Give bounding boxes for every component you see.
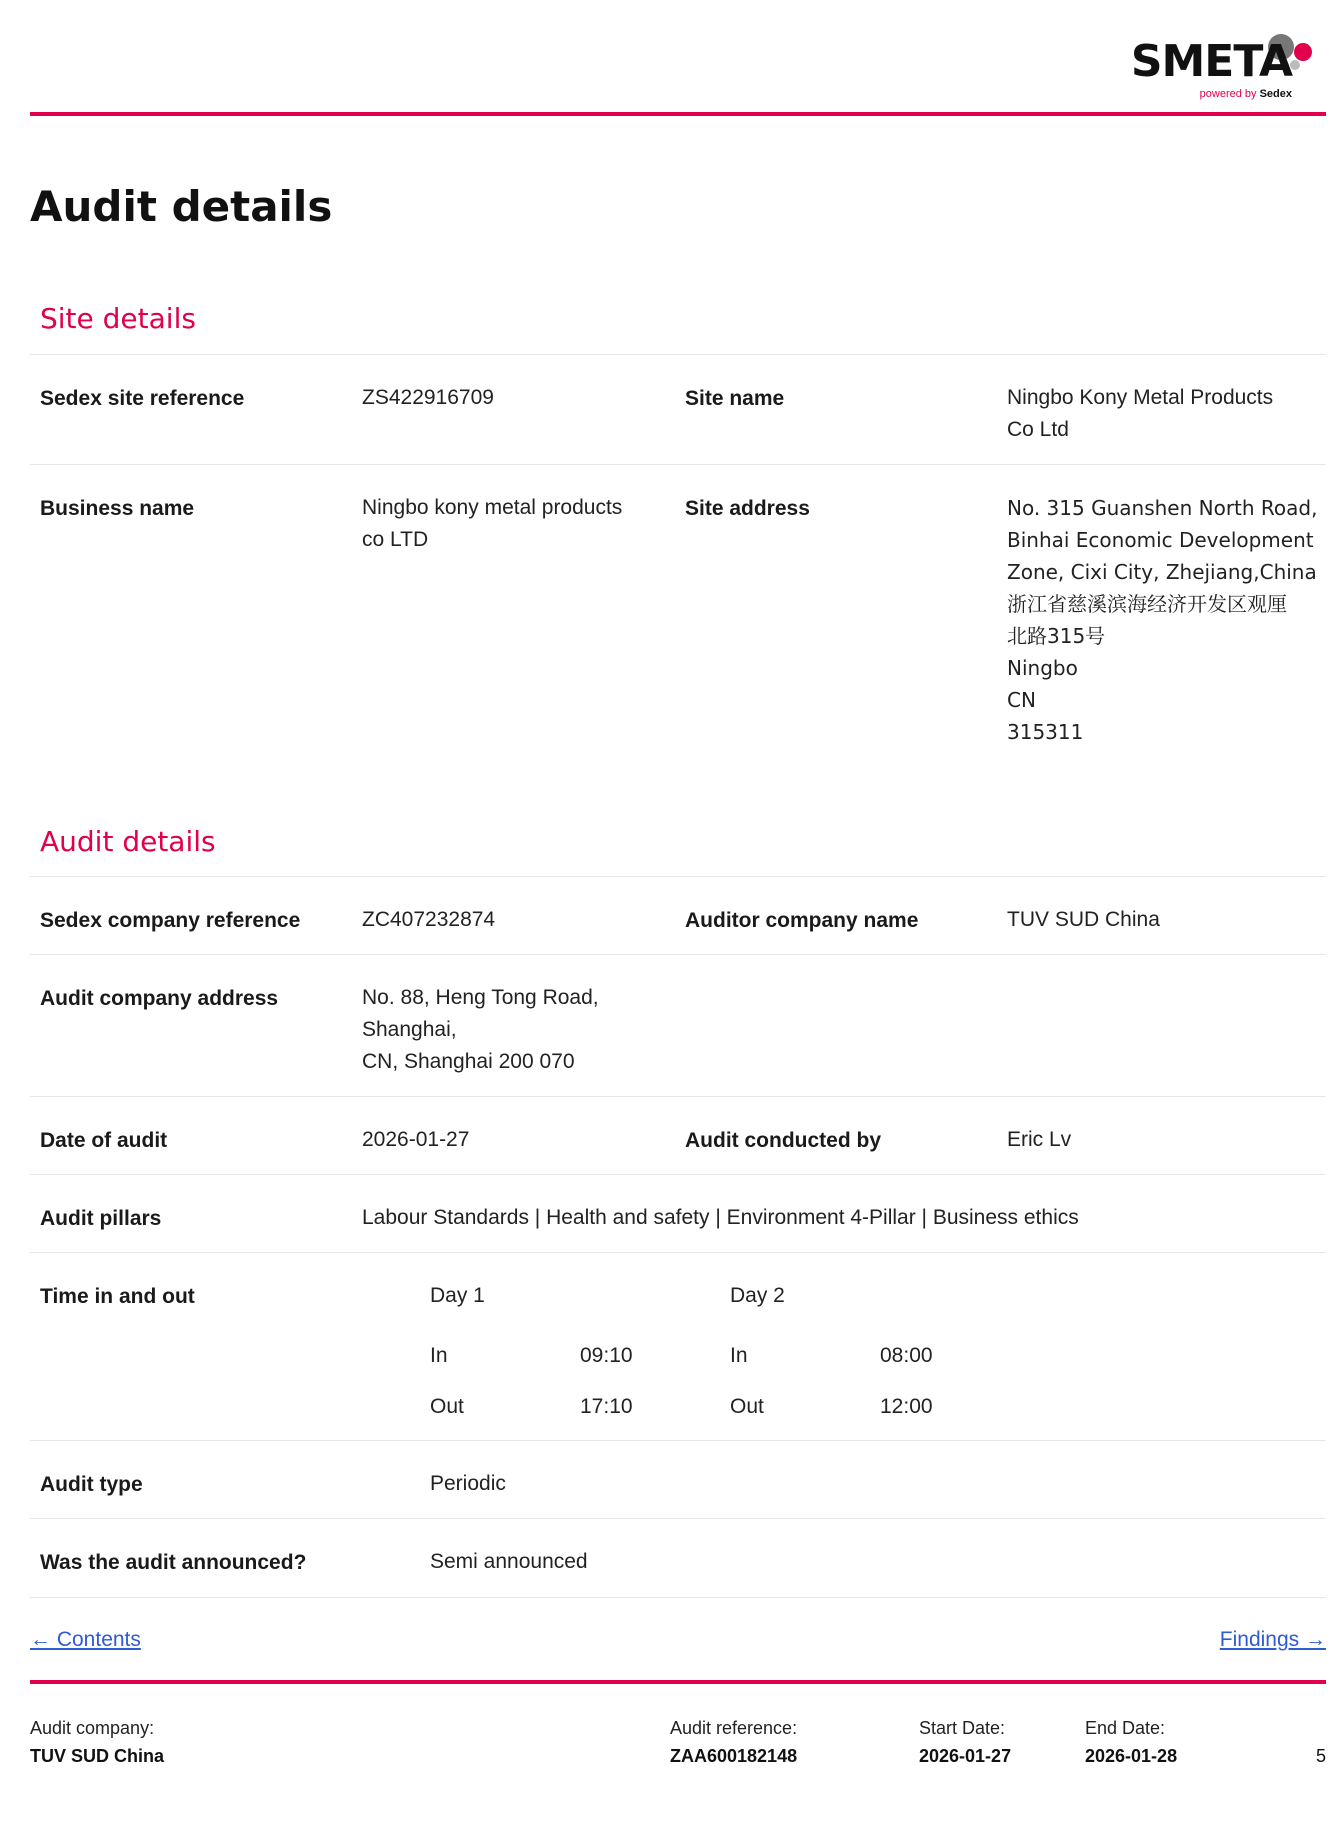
sedex-site-reference-value: ZS422916709: [362, 386, 494, 409]
day2-in-value: 08:00: [880, 1344, 933, 1367]
sedex-site-reference-label: Sedex site reference: [40, 387, 245, 410]
announced-label: Was the audit announced?: [40, 1551, 307, 1574]
footer-company-value: TUV SUD China: [30, 1746, 165, 1766]
audit-details-heading: Audit details: [40, 825, 216, 858]
site-address-label: Site address: [685, 497, 810, 520]
company-reference-row: [30, 876, 1326, 955]
auditor-company-name-label: Auditor company name: [685, 909, 919, 932]
audit-conducted-by-value: Eric Lv: [1007, 1128, 1072, 1151]
footer-end-value: 2026-01-28: [1085, 1746, 1178, 1766]
business-name-value: Ningbo kony metal products co LTD: [362, 496, 623, 551]
business-name-label: Business name: [40, 497, 195, 520]
day1-out-label: Out: [430, 1395, 464, 1418]
findings-link[interactable]: Findings →: [1219, 1628, 1326, 1651]
site-details-heading: Site details: [40, 302, 196, 335]
audit-company-address-row: [30, 954, 1326, 1097]
footer-end-label: End Date:: [1085, 1718, 1166, 1738]
site-address-value: No. 315 Guanshen North Road, Binhai Economic Development Zone, Cixi City, Zhejiang,China 浙江省慈溪滨海经济开发区观厘 北路315号 Ningbo CN 315311: [1007, 496, 1318, 744]
contents-link[interactable]: ← Contents: [30, 1628, 141, 1651]
business-row: [30, 464, 1326, 765]
day2-in-label: In: [730, 1344, 748, 1367]
site-name-label: Site name: [685, 387, 785, 410]
date-of-audit-label: Date of audit: [40, 1129, 168, 1152]
smeta-logo: [1130, 30, 1314, 100]
audit-pillars-row: [30, 1174, 1326, 1253]
time-in-out-label: Time in and out: [40, 1285, 195, 1308]
footer-company-label: Audit company:: [30, 1718, 155, 1738]
footer-start-label: Start Date:: [919, 1718, 1006, 1738]
audit-pillars-value: Labour Standards | Health and safety | Environment 4-Pillar | Business ethics: [362, 1206, 1079, 1229]
header-divider: [30, 112, 1326, 116]
audit-type-value: Periodic: [430, 1472, 506, 1495]
logo-text: SMETA: [1130, 36, 1292, 87]
page-number: 5: [1315, 1746, 1326, 1766]
audit-company-address-value: No. 88, Heng Tong Road, Shanghai, CN, Shanghai 200 070: [362, 986, 599, 1073]
day1-out-value: 17:10: [580, 1395, 633, 1418]
day1-in-value: 09:10: [580, 1344, 633, 1367]
date-of-audit-value: 2026-01-27: [362, 1128, 470, 1151]
site-reference-row: [30, 354, 1326, 465]
footer-divider: [30, 1680, 1326, 1684]
logo-subtitle: powered by Sedex: [1199, 88, 1292, 100]
footer-start-value: 2026-01-27: [919, 1746, 1012, 1766]
day2-out-label: Out: [730, 1395, 764, 1418]
footer-reference-label: Audit reference:: [670, 1718, 798, 1738]
audit-type-label: Audit type: [40, 1473, 143, 1496]
footer-reference-value: ZAA600182148: [670, 1746, 798, 1766]
site-name-value: Ningbo Kony Metal Products Co Ltd: [1007, 386, 1274, 441]
auditor-company-name-value: TUV SUD China: [1007, 908, 1160, 931]
sedex-company-reference-label: Sedex company reference: [40, 909, 301, 932]
audit-pillars-label: Audit pillars: [40, 1207, 162, 1230]
day2-label: Day 2: [730, 1284, 785, 1307]
day1-label: Day 1: [430, 1284, 485, 1307]
logo-dot-pink: [1294, 43, 1312, 61]
sedex-company-reference-value: ZC407232874: [362, 908, 496, 931]
announced-value: Semi announced: [430, 1550, 588, 1573]
audit-company-address-label: Audit company address: [40, 987, 279, 1010]
page-title: Audit details: [30, 182, 333, 231]
audit-type-row: [30, 1440, 1326, 1519]
time-in-out-row: [30, 1252, 1326, 1441]
audit-conducted-by-label: Audit conducted by: [685, 1129, 881, 1152]
date-of-audit-row: [30, 1096, 1326, 1175]
day2-out-value: 12:00: [880, 1395, 933, 1418]
announced-row: [30, 1518, 1326, 1598]
day1-in-label: In: [430, 1344, 448, 1367]
